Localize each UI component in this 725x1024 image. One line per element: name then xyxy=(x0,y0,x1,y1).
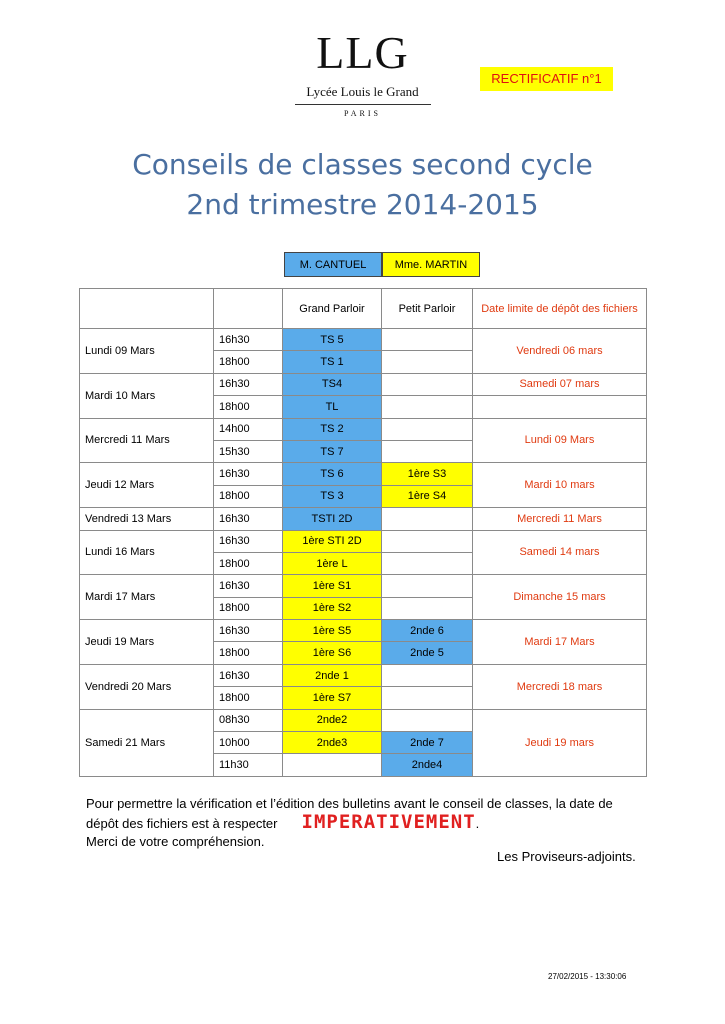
petit-parloir-cell: 1ère S3 xyxy=(382,463,473,485)
table-row xyxy=(80,664,647,686)
petit-parloir-cell xyxy=(382,530,473,552)
petit-parloir-cell xyxy=(382,575,473,597)
deadline-cell: Mercredi 11 Mars xyxy=(473,508,647,530)
logo-divider xyxy=(295,104,431,105)
petit-parloir-cell xyxy=(382,552,473,574)
grand-parloir-cell: TS4 xyxy=(283,373,382,395)
table-row xyxy=(80,530,647,552)
time-cell: 11h30 xyxy=(214,754,283,776)
grand-parloir-cell xyxy=(283,754,382,776)
table-header-row xyxy=(80,289,647,329)
time-cell: 08h30 xyxy=(214,709,283,731)
time-cell: 15h30 xyxy=(214,440,283,462)
day-cell: Vendredi 20 Mars xyxy=(80,664,214,709)
day-cell: Mercredi 11 Mars xyxy=(80,418,214,463)
time-cell: 16h30 xyxy=(214,508,283,530)
logo-school-name: Lycée Louis le Grand xyxy=(306,84,419,99)
grand-parloir-cell: 1ère S2 xyxy=(283,597,382,619)
time-cell: 16h30 xyxy=(214,373,283,395)
grand-parloir-cell: 2nde 1 xyxy=(283,664,382,686)
rectificatif-badge xyxy=(480,67,613,91)
grand-parloir-cell: TS 5 xyxy=(283,329,382,351)
day-cell: Lundi 16 Mars xyxy=(80,530,214,575)
day-cell: Vendredi 13 Mars xyxy=(80,508,214,530)
instructions-note xyxy=(86,795,646,851)
day-cell: Jeudi 19 Mars xyxy=(80,620,214,665)
grand-parloir-cell: TS 3 xyxy=(283,485,382,507)
school-logo xyxy=(290,27,435,118)
day-cell: Samedi 21 Mars xyxy=(80,709,214,776)
note-line1: Pour permettre la vérification et l’édition des bulletins avant le conseil de classes, la date de xyxy=(86,796,613,811)
time-cell: 16h30 xyxy=(214,530,283,552)
petit-parloir-cell xyxy=(382,709,473,731)
day-cell: Mardi 10 Mars xyxy=(80,373,214,418)
day-cell: Jeudi 12 Mars xyxy=(80,463,214,508)
time-cell: 16h30 xyxy=(214,329,283,351)
time-cell: 18h00 xyxy=(214,485,283,507)
time-cell: 14h00 xyxy=(214,418,283,440)
grand-parloir-cell: TS 1 xyxy=(283,351,382,373)
petit-parloir-cell xyxy=(382,396,473,418)
note-line2-end: . xyxy=(475,816,480,831)
grand-parloir-cell: 1ère S6 xyxy=(283,642,382,664)
schedule-table xyxy=(79,288,647,777)
legend-martin: Mme. MARTIN xyxy=(382,252,480,277)
table-row xyxy=(80,575,647,597)
table-row xyxy=(80,620,647,642)
time-cell: 16h30 xyxy=(214,664,283,686)
deadline-cell: Lundi 09 Mars xyxy=(473,418,647,463)
grand-parloir-cell: 2nde3 xyxy=(283,732,382,754)
table-row xyxy=(80,709,647,731)
deadline-cell: Mardi 10 mars xyxy=(473,463,647,508)
deadline-cell: Vendredi 06 mars xyxy=(473,329,647,374)
petit-parloir-cell: 2nde 6 xyxy=(382,620,473,642)
petit-parloir-cell xyxy=(382,597,473,619)
header-time xyxy=(214,289,283,329)
deadline-cell: Mardi 17 Mars xyxy=(473,620,647,665)
petit-parloir-cell xyxy=(382,440,473,462)
note-line3: Merci de votre compréhension. xyxy=(86,834,265,849)
petit-parloir-cell: 2nde 7 xyxy=(382,732,473,754)
grand-parloir-cell: 1ère S5 xyxy=(283,620,382,642)
grand-parloir-cell: TS 7 xyxy=(283,440,382,462)
petit-parloir-cell xyxy=(382,508,473,530)
day-cell: Mardi 17 Mars xyxy=(80,575,214,620)
note-line2 xyxy=(86,813,646,833)
time-cell: 18h00 xyxy=(214,642,283,664)
grand-parloir-cell: TL xyxy=(283,396,382,418)
logo-mark: LLG xyxy=(316,27,409,78)
grand-parloir-cell: TSTI 2D xyxy=(283,508,382,530)
petit-parloir-cell xyxy=(382,664,473,686)
petit-parloir-cell xyxy=(382,418,473,440)
deadline-cell: Mercredi 18 mars xyxy=(473,664,647,709)
grand-parloir-cell: 2nde2 xyxy=(283,709,382,731)
deadline-cell xyxy=(473,396,647,418)
time-cell: 18h00 xyxy=(214,687,283,709)
header-deadline: Date limite de dépôt des fichiers xyxy=(473,289,647,329)
table-row xyxy=(80,508,647,530)
petit-parloir-cell xyxy=(382,687,473,709)
petit-parloir-cell: 2nde4 xyxy=(382,754,473,776)
table-row xyxy=(80,463,647,485)
table-row xyxy=(80,418,647,440)
deadline-cell: Jeudi 19 mars xyxy=(473,709,647,776)
table-row xyxy=(80,329,647,351)
page-title-line2: 2nd trimestre 2014-2015 xyxy=(186,188,539,221)
signature: Les Proviseurs-adjoints. xyxy=(497,849,636,864)
note-line2-text: dépôt des fichiers est à respecter xyxy=(86,816,278,831)
petit-parloir-cell: 1ère S4 xyxy=(382,485,473,507)
day-cell: Lundi 09 Mars xyxy=(80,329,214,374)
page-title-line1: Conseils de classes second cycle xyxy=(132,148,593,181)
grand-parloir-cell: 1ère STI 2D xyxy=(283,530,382,552)
petit-parloir-cell xyxy=(382,373,473,395)
petit-parloir-cell xyxy=(382,351,473,373)
grand-parloir-cell: 1ère S7 xyxy=(283,687,382,709)
deadline-cell: Samedi 07 mars xyxy=(473,373,647,395)
petit-parloir-cell: 2nde 5 xyxy=(382,642,473,664)
print-timestamp: 27/02/2015 - 13:30:06 xyxy=(548,972,627,981)
header-day xyxy=(80,289,214,329)
logo-city: PARIS xyxy=(344,109,381,118)
petit-parloir-cell xyxy=(382,329,473,351)
rectificatif-label: RECTIFICATIF n°1 xyxy=(491,71,602,86)
grand-parloir-cell: TS 2 xyxy=(283,418,382,440)
time-cell: 18h00 xyxy=(214,597,283,619)
grand-parloir-cell: 1ère S1 xyxy=(283,575,382,597)
legend-cantuel: M. CANTUEL xyxy=(284,252,382,277)
time-cell: 18h00 xyxy=(214,552,283,574)
imperatively-emphasis: IMPERATIVEMENT xyxy=(301,811,476,833)
header-grand-parloir: Grand Parloir xyxy=(283,289,382,329)
time-cell: 18h00 xyxy=(214,396,283,418)
grand-parloir-cell: 1ère L xyxy=(283,552,382,574)
deadline-cell: Samedi 14 mars xyxy=(473,530,647,575)
grand-parloir-cell: TS 6 xyxy=(283,463,382,485)
time-cell: 16h30 xyxy=(214,575,283,597)
time-cell: 16h30 xyxy=(214,620,283,642)
deadline-cell: Dimanche 15 mars xyxy=(473,575,647,620)
header-petit-parloir: Petit Parloir xyxy=(382,289,473,329)
table-row xyxy=(80,373,647,395)
time-cell: 10h00 xyxy=(214,732,283,754)
time-cell: 16h30 xyxy=(214,463,283,485)
time-cell: 18h00 xyxy=(214,351,283,373)
